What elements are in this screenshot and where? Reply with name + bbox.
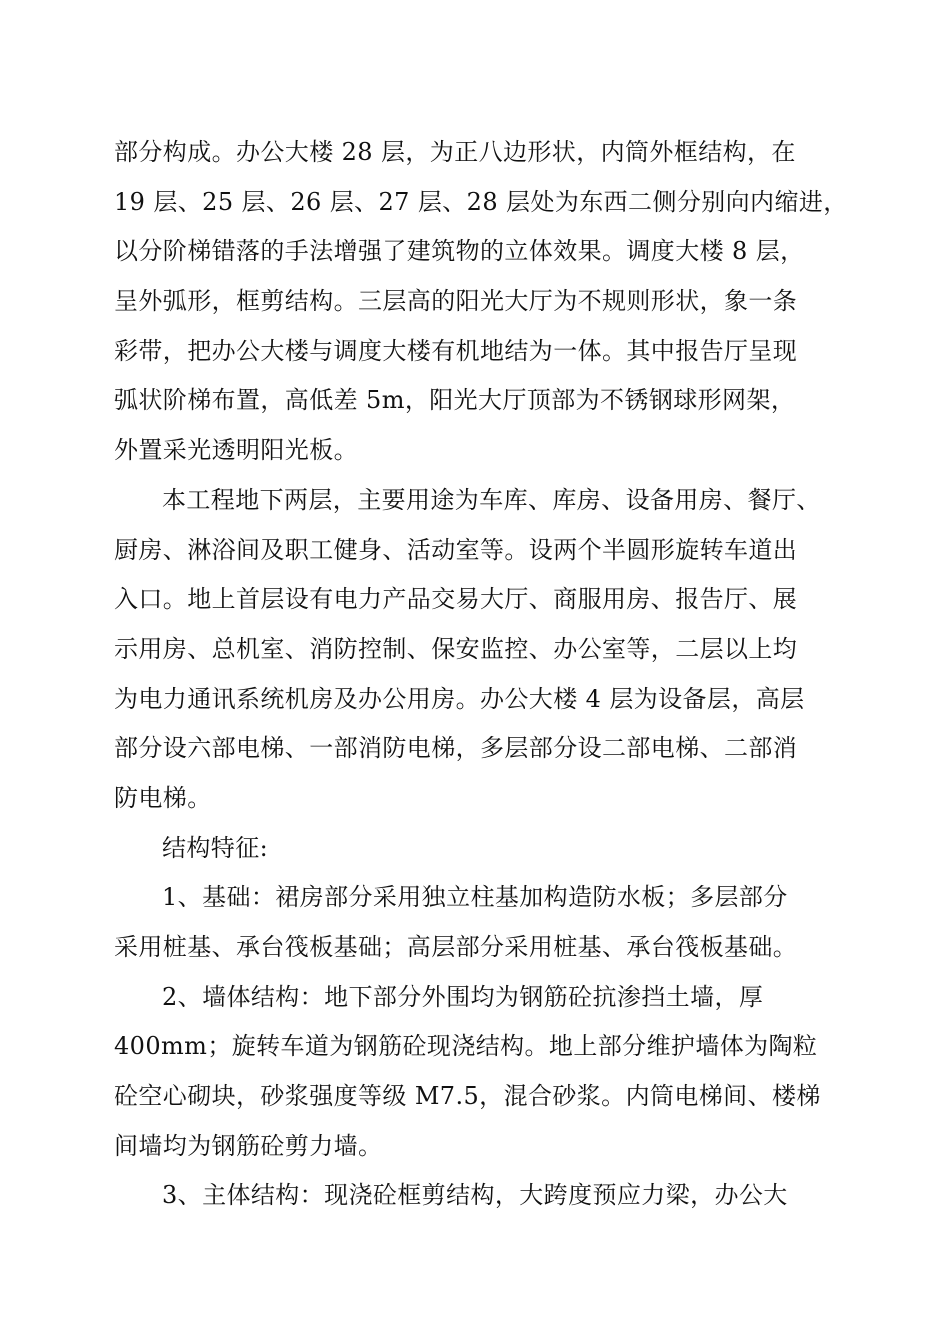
text-line: 间墙均为钢筋砼剪力墙。 <box>114 1131 383 1160</box>
text-line: 示用房、总机室、消防控制、保安监控、办公室等，二层以上均 <box>114 634 798 663</box>
text-line: 19 层、25 层、26 层、27 层、28 层处为东西二侧分别向内缩进， <box>114 187 848 216</box>
text-line: 彩带，把办公大楼与调度大楼有机地结为一体。其中报告厅呈现 <box>114 336 798 365</box>
text-line: 400mm；旋转车道为钢筋砼现浇结构。地上部分维护墙体为陶粒 <box>114 1032 818 1061</box>
text-line: 厨房、淋浴间及职工健身、活动室等。设两个半圆形旋转车道出 <box>114 535 798 564</box>
text-line: 3、主体结构：现浇砼框剪结构，大跨度预应力梁，办公大 <box>162 1181 788 1210</box>
text-line: 部分设六部电梯、一部消防电梯，多层部分设二部电梯、二部消 <box>114 734 798 763</box>
text-line: 砼空心砌块，砂浆强度等级 M7.5，混合砂浆。内筒电梯间、楼梯 <box>114 1082 821 1111</box>
text-line: 2、墙体结构：地下部分外围均为钢筋砼抗渗挡土墙，厚 <box>162 982 764 1011</box>
text-line: 以分阶梯错落的手法增强了建筑物的立体效果。调度大楼 8 层， <box>114 237 805 266</box>
text-line: 本工程地下两层，主要用途为车库、库房、设备用房、餐厅、 <box>162 485 821 514</box>
text-line: 部分构成。办公大楼 28 层，为正八边形状，内筒外框结构，在 <box>114 138 796 166</box>
text-line: 为电力通讯系统机房及办公用房。办公大楼 4 层为设备层，高层 <box>114 684 805 713</box>
body-text <box>114 128 854 1221</box>
text-line: 防电梯。 <box>114 783 212 812</box>
text-line: 采用桩基、承台筏板基础；高层部分采用桩基、承台筏板基础。 <box>114 933 798 961</box>
text-line: 1、基础：裙房部分采用独立柱基加构造防水板；多层部分 <box>162 883 788 912</box>
text-line: 入口。地上首层设有电力产品交易大厅、商服用房、报告厅、展 <box>114 585 798 614</box>
text-line: 呈外弧形，框剪结构。三层高的阳光大厅为不规则形状，象一条 <box>114 287 798 316</box>
section-heading: 结构特征: <box>162 833 269 862</box>
text-line: 弧状阶梯布置，高低差 5m，阳光大厅顶部为不锈钢球形网架， <box>114 386 796 415</box>
text-line: 外置采光透明阳光板。 <box>114 436 358 465</box>
